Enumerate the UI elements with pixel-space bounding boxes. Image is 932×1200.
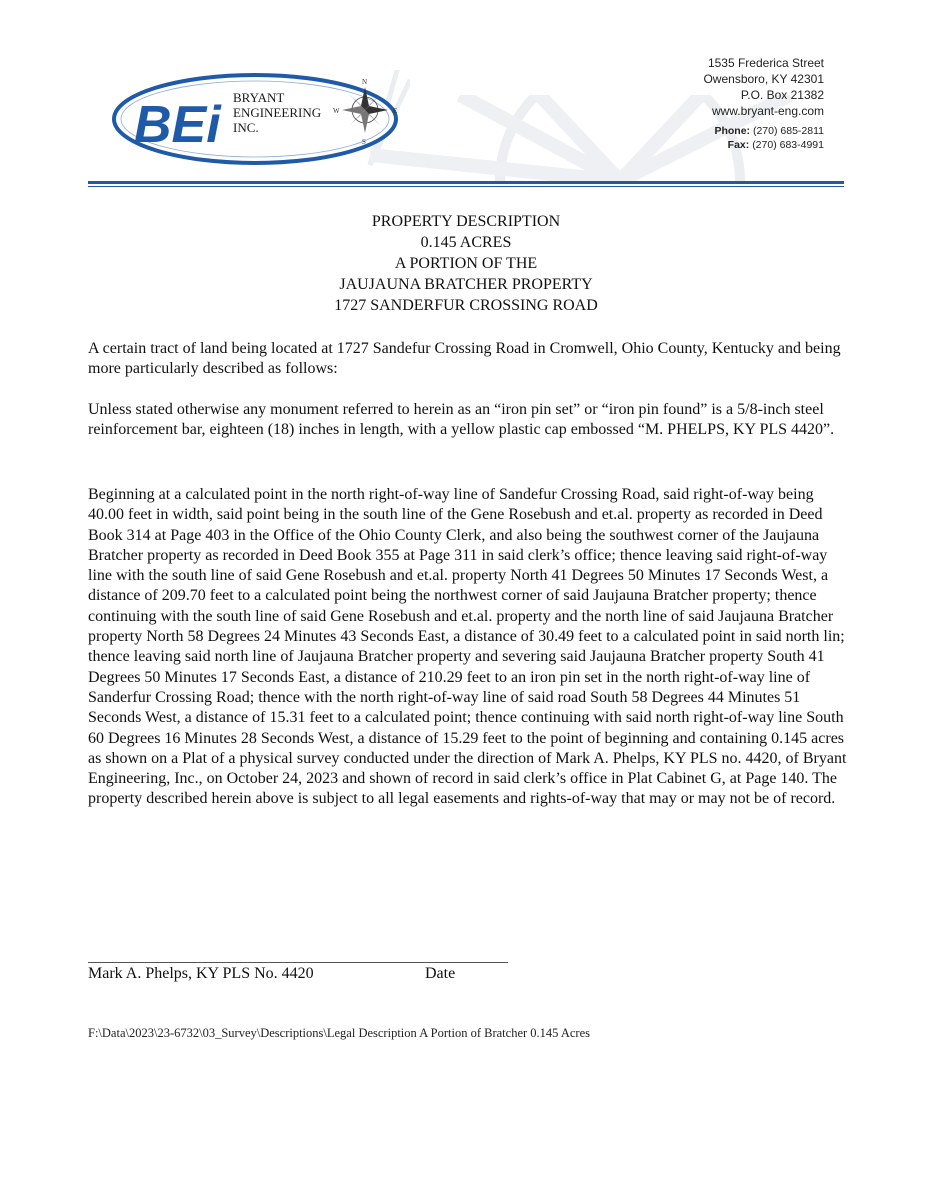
compass-n-label: N — [362, 78, 368, 86]
phone-line — [703, 124, 824, 138]
letterhead — [0, 0, 932, 195]
logo-name-line2: ENGINEERING — [233, 105, 322, 120]
city-state-zip: Owensboro, KY 42301 — [703, 72, 824, 86]
title-line-5: 1727 SANDERFUR CROSSING ROAD — [334, 297, 598, 314]
title-line-1: PROPERTY DESCRIPTION — [371, 213, 561, 230]
fax-label: Fax: — [727, 139, 750, 151]
title-line-4: JAUJAUNA BRATCHER PROPERTY — [339, 276, 593, 293]
surveyor-name: Mark A. Phelps, KY PLS No. 4420 — [88, 965, 314, 982]
logo-name-line3: INC. — [233, 120, 259, 135]
signature-line — [88, 962, 508, 963]
logo-name-line1: BRYANT — [233, 90, 285, 105]
compass-e-label: E — [393, 107, 398, 115]
compass-s-label: S — [362, 138, 366, 146]
monument-note-paragraph: Unless stated otherwise any monument referred to herein as an “iron pin set” or “iron pin found” is a 5/8-inch steel reinforcement bar, eighteen (18) inches in length, with a yellow plastic cap embossed “M. PHELPS, KY PLS 4420”. — [88, 401, 835, 439]
title-line-2: 0.145 ACRES — [420, 234, 512, 251]
street-address: 1535 Frederica Street — [707, 56, 824, 70]
date-label: Date — [425, 965, 456, 982]
legal-description-paragraph: Beginning at a calculated point in the north right-of-way line of Sandefur Crossing Road, said right-of-way being 40.00 feet in width, said point being in the south line of the Gene Rosebush and et.al. property as recorded in Deed Book 314 at Page 403 in the Office of the Ohio County Clerk, and also being the southwest corner of the Jaujauna Bratcher property as recorded in Deed Book 355 at Page 311 in said clerk’s office; thence leaving said right-of-way line with the south line of said Gene Rosebush and et.al. property North 41 Degrees 50 Minutes 17 Seconds West, a distance of 209.70 feet to a calculated point being the northwest corner of said Jaujauna Bratcher property; thence continuing with the south line of said Gene Rosebush and et.al. property and the north line of said Jaujauna Bratcher property North 58 Degrees 24 Minutes 43 Seconds East, a distance of 30.49 feet to a calculated point in said north lin; thence leaving said north line of Jaujauna Bratcher property and severing said Jaujauna Bratcher property South 41 Degrees 50 Minutes 17 Seconds East, a distance of 210.29 feet to an iron pin set in the north right-of-way line of Sanderfur Crossing Road; thence with the north right-of-way line of said road South 58 Degrees 44 Minutes 51 Seconds West, a distance of 15.31 feet to a calculated point; thence continuing with said north right-of-way line South 60 Degrees 16 Minutes 28 Seconds West, a distance of 15.29 feet to the point of beginning and containing 0.145 acres as shown on a Plat of a physical survey conducted under the direction of Mark A. Phelps, KY PLS no. 4420, of Bryant Engineering, Inc., on October 24, 2023 and shown of record in said clerk’s office in Plat Cabinet G, at Page 140. The property described herein above is subject to all legal easements and rights-of-way that may or may not be of record. — [88, 486, 847, 808]
phone-label: Phone: — [714, 125, 751, 137]
intro-paragraph: A certain tract of land being located at 1727 Sandefur Crossing Road in Cromwell, Ohio County, Kentucky and being more particularly described as follows: — [88, 340, 841, 378]
logo-monogram: BEi — [134, 96, 221, 154]
fax-line — [703, 138, 824, 152]
website-link[interactable]: www.bryant-eng.com — [711, 104, 824, 118]
document-title — [0, 211, 932, 316]
title-line-3: A PORTION OF THE — [394, 255, 538, 272]
contact-block — [703, 55, 824, 152]
phone-number: (270) 685-2811 — [752, 125, 824, 137]
header-divider-thick — [88, 181, 844, 184]
header-divider-thin — [88, 186, 844, 187]
file-path: F:\Data\2023\23-6732\03_Survey\Descriptions\Legal Description A Portion of Bratcher 0.145 Acres — [88, 1026, 591, 1040]
fax-number: (270) 683-4991 — [752, 139, 824, 151]
po-box: P.O. Box 21382 — [740, 88, 824, 102]
compass-w-label: W — [333, 107, 340, 115]
